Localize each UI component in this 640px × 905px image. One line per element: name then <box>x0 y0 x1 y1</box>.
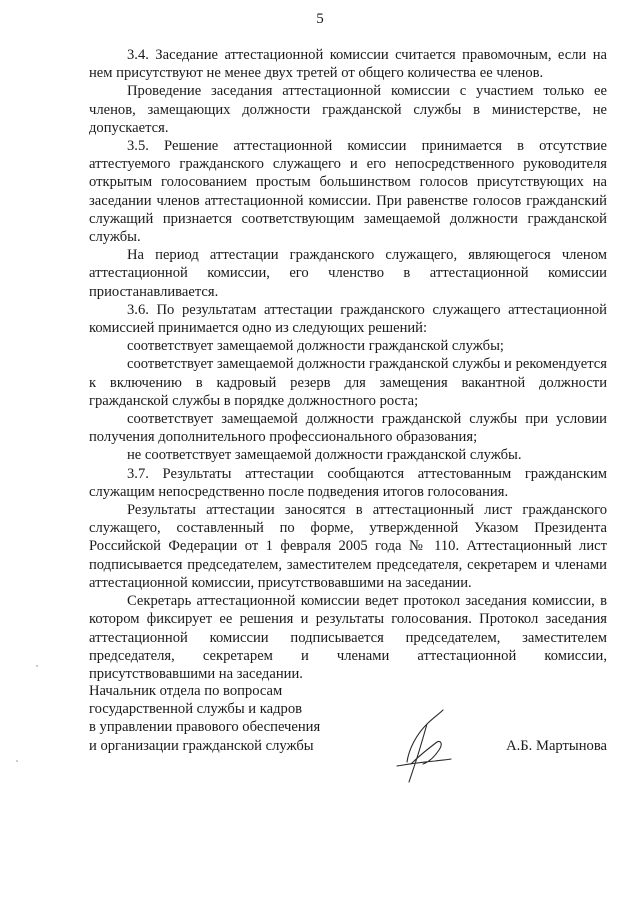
signatory-position-line: и организации гражданской службы <box>89 737 314 754</box>
paragraph-3-5-membership-suspension: На период аттестации гражданского служащего, являющегося членом аттестационной комиссии, его членство в аттестационной комиссии приостанавливается. <box>89 247 607 300</box>
paragraph-3-4: 3.4. Заседание аттестационной комиссии считается правомочным, если на нем присутствуют не менее двух третей от общего количества ее членов. <box>89 47 607 82</box>
scan-speck <box>36 665 38 667</box>
decision-option-2: соответствует замещаемой должности гражданской службы и рекомендуется к включению в кадровый резерв для замещения вакантной должности гражданской службы в порядке должностного роста; <box>89 356 607 409</box>
signatory-position-line: государственной службы и кадров <box>89 701 303 718</box>
decision-option-1: соответствует замещаемой должности гражданской службы; <box>127 338 504 355</box>
paragraph-attestation-sheet: Результаты аттестации заносятся в аттестационный лист гражданского служащего, составленный по форме, утвержденной Указом Президента Российской Федерации от 1 февраля 2005 года № 110. Аттестационный лист подписывается председателем, заместителем председателя, секретарем и членами аттестационной комиссии, присутствовавшими на заседании. <box>89 502 607 591</box>
page-number: 5 <box>316 11 324 27</box>
decision-option-3: соответствует замещаемой должности гражданской службы при условии получения дополнительного профессионального образования; <box>89 411 607 446</box>
document-body <box>89 46 607 683</box>
signatory-position <box>89 682 349 755</box>
paragraph-3-4-staff-restriction: Проведение заседания аттестационной комиссии с участием только ее членов, замещающих должности гражданской службы в министерстве, не допускается. <box>89 83 607 136</box>
decision-option-4: не соответствует замещаемой должности гражданской службы. <box>127 447 522 464</box>
paragraph-3-6: 3.6. По результатам аттестации гражданского служащего аттестационной комиссией принимается одно из следующих решений: <box>89 301 607 337</box>
scan-speck <box>16 760 18 762</box>
handwritten-signature <box>389 704 457 784</box>
signatory-name: А.Б. Мартынова <box>506 738 607 754</box>
paragraph-protocol: Секретарь аттестационной комиссии ведет протокол заседания комиссии, в котором фиксирует ее решения и результаты голосования. Протокол заседания аттестационной комиссии подписывается председателем, заместителем председателя, секретарем и членами аттестационной комиссии, присутствовавшими на заседании. <box>89 593 607 682</box>
paragraph-3-5: 3.5. Решение аттестационной комиссии принимается в отсутствие аттестуемого гражданского служащего и его непосредственного руководителя открытым голосованием простым большинством голосов присутствующих на заседании членов аттестационной комиссии. При равенстве голосов гражданский служащий признается соответствующим замещаемой должности гражданской службы. <box>89 138 607 246</box>
paragraph-3-7: 3.7. Результаты аттестации сообщаются аттестованным гражданским служащим непосредственно после подведения итогов голосования. <box>89 465 607 500</box>
signatory-position-line: Начальник отдела по вопросам <box>89 683 283 699</box>
signatory-position-line: в управлении правового обеспечения <box>89 719 321 736</box>
signature-block <box>89 682 607 755</box>
